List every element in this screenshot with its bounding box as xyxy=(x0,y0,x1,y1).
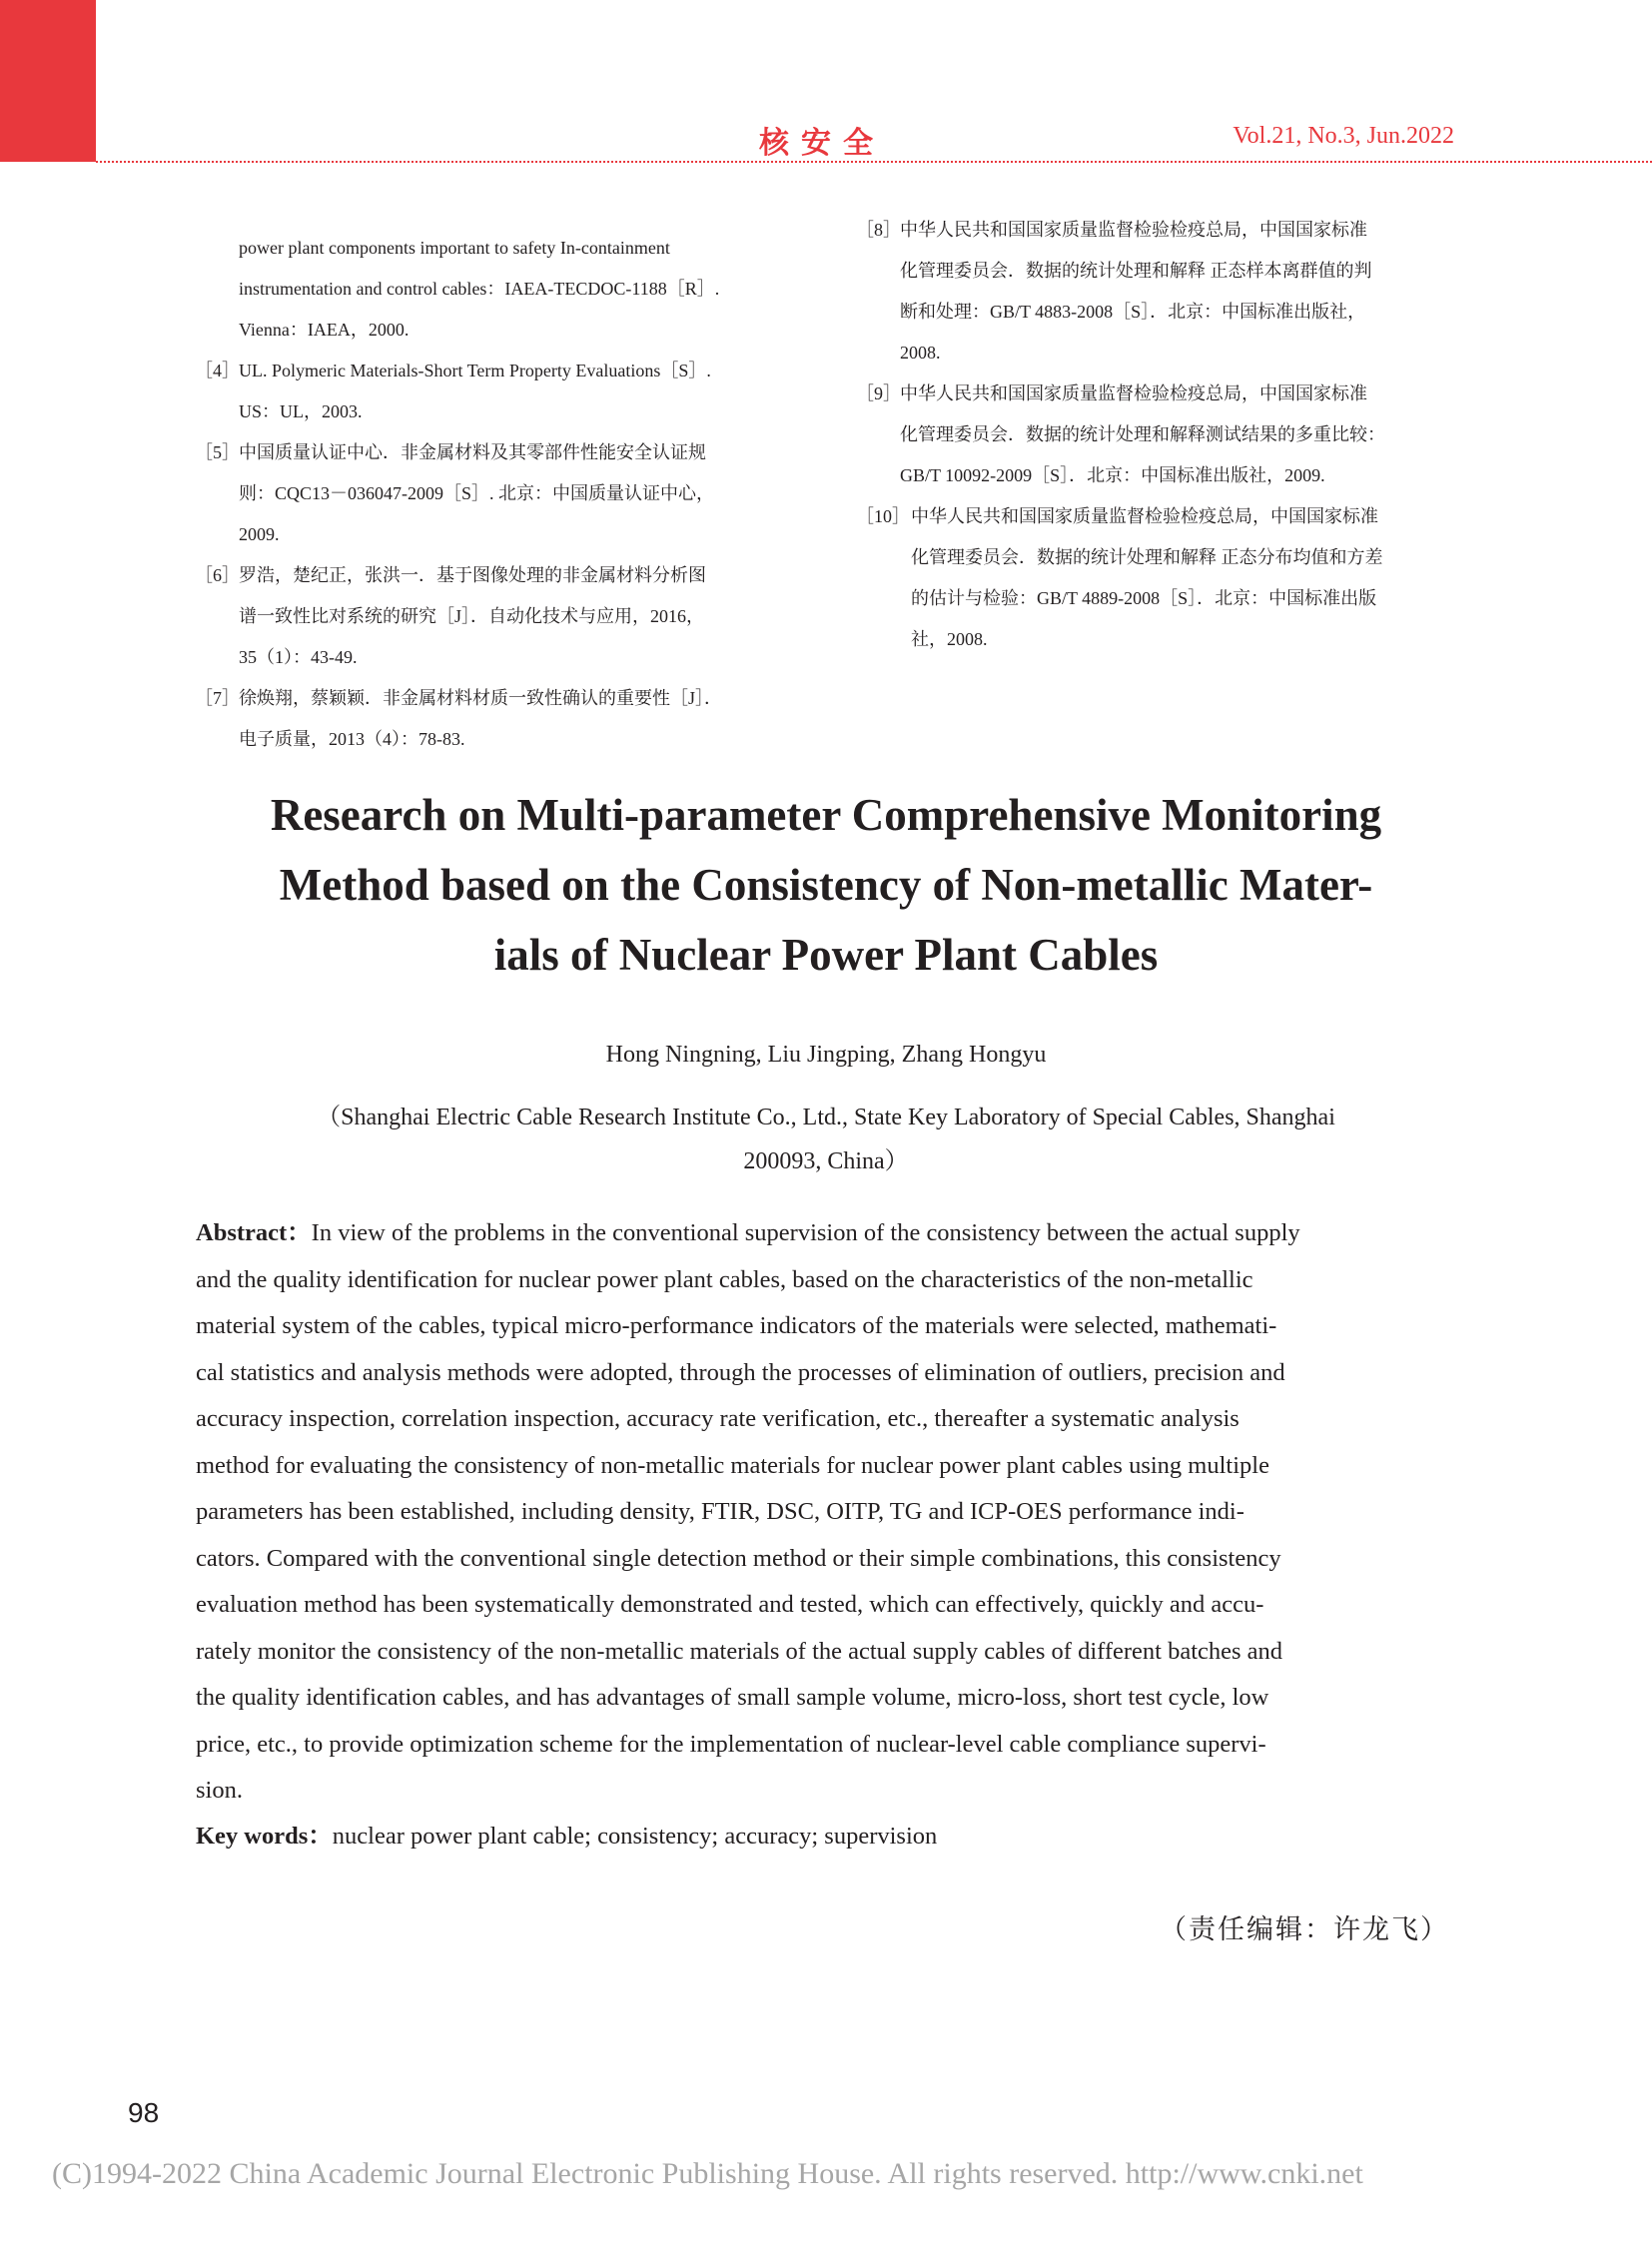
ref-line: 的估计与检验：GB/T 4889-2008［S］．北京：中国标准出版 xyxy=(911,588,1377,608)
abstract-line: parameters has been established, including density, FTIR, DSC, OITP, TG and ICP-OES performance indi- xyxy=(196,1498,1244,1525)
ref-line: Vienna：IAEA，2000. xyxy=(239,320,410,340)
ref-line: 2008. xyxy=(900,343,941,363)
affiliation xyxy=(200,1096,1452,1183)
reference-7 xyxy=(195,678,789,760)
title-line: Method based on the Consistency of Non-metallic Mater- xyxy=(279,860,1373,910)
ref-number: ［10］ xyxy=(856,506,910,526)
ref-number: ［7］ xyxy=(195,688,240,708)
ref-line: 则：CQC13－036047-2009［S］. 北京：中国质量认证中心， xyxy=(239,483,715,503)
keywords-label: Key words： xyxy=(196,1823,333,1850)
article-title xyxy=(180,780,1472,990)
title-line: ials of Nuclear Power Plant Cables xyxy=(493,930,1159,980)
abstract-label: Abstract： xyxy=(196,1219,312,1246)
abstract-line: cal statistics and analysis methods were adopted, through the processes of elimination of outliers, precision and xyxy=(196,1358,1285,1386)
journal-color-tab xyxy=(0,0,96,162)
ref-line: 中华人民共和国国家质量监督检验检疫总局，中国国家标准 xyxy=(900,220,1367,240)
ref-line: 2009. xyxy=(239,524,280,544)
references-left-column xyxy=(195,228,789,760)
ref-line: 化管理委员会．数据的统计处理和解释 正态分布均值和方差 xyxy=(911,547,1383,567)
reference-8 xyxy=(856,210,1458,374)
abstract-line: rately monitor the consistency of the non-metallic materials of the actual supply cables of different batches and xyxy=(196,1637,1283,1665)
authors: Hong Ningning, Liu Jingping, Zhang Hongyu xyxy=(605,1042,1047,1068)
ref-line: 谱一致性比对系统的研究［J］．自动化技术与应用，2016， xyxy=(239,606,705,626)
ref-line: 徐焕翔，蔡颖颖．非金属材料材质一致性确认的重要性［J］． xyxy=(239,688,723,708)
reference-4 xyxy=(195,351,789,432)
abstract xyxy=(196,1210,1456,1815)
journal-name: 核安全 xyxy=(759,127,885,160)
ref-number: ［9］ xyxy=(856,383,901,403)
ref-line: 中华人民共和国国家质量监督检验检疫总局，中国国家标准 xyxy=(900,383,1367,403)
abstract-text: In view of the problems in the conventional supervision of the consistency between the actual supply xyxy=(311,1219,1300,1246)
abstract-line: evaluation method has been systematically demonstrated and tested, which can effectively, quickly and accu- xyxy=(196,1591,1264,1618)
ref-line: 社，2008. xyxy=(911,629,988,649)
ref-line: 断和处理：GB/T 4883-2008［S］．北京：中国标准出版社， xyxy=(900,302,1366,322)
affiliation-line: （Shanghai Electric Cable Research Institute Co., Ltd., State Key Laboratory of Special Cables, Shanghai xyxy=(317,1105,1335,1130)
ref-line: 化管理委员会．数据的统计处理和解释测试结果的多重比较： xyxy=(900,424,1385,444)
abstract-line: the quality identification cables, and has advantages of small sample volume, micro-loss, short test cycle, low xyxy=(196,1684,1269,1711)
responsible-editor: （责任编辑：许龙飞） xyxy=(1160,1914,1449,1944)
reference-3-continued xyxy=(195,228,789,351)
ref-line: 中华人民共和国国家质量监督检验检疫总局，中国国家标准 xyxy=(911,506,1378,526)
ref-line: power plant components important to safety In-containment xyxy=(239,238,670,258)
ref-line: 罗浩，楚纪正，张洪一．基于图像处理的非金属材料分析图 xyxy=(239,565,706,585)
ref-line: 中国质量认证中心．非金属材料及其零部件性能安全认证规 xyxy=(239,442,706,462)
ref-line: instrumentation and control cables：IAEA-TECDOC-1188［R］. xyxy=(239,279,720,299)
ref-number: ［5］ xyxy=(195,442,240,462)
keywords-text: nuclear power plant cable; consistency; accuracy; supervision xyxy=(332,1823,938,1850)
ref-line: 化管理委员会．数据的统计处理和解释 正态样本离群值的判 xyxy=(900,261,1372,281)
page-number: 98 xyxy=(128,2097,160,2128)
volume-info: Vol.21, No.3, Jun.2022 xyxy=(1233,123,1454,149)
ref-number: ［4］ xyxy=(195,361,240,380)
ref-line: UL. Polymeric Materials-Short Term Property Evaluations［S］. xyxy=(239,361,711,380)
abstract-line: and the quality identification for nuclear power plant cables, based on the characteristics of the non-metallic xyxy=(196,1265,1253,1293)
ref-line: GB/T 10092-2009［S］．北京：中国标准出版社，2009. xyxy=(900,465,1325,485)
ref-number: ［6］ xyxy=(195,565,240,585)
ref-line: 电子质量，2013（4）：78-83. xyxy=(239,729,465,749)
ref-line: US：UL，2003. xyxy=(239,401,363,421)
copyright-footer: (C)1994-2022 China Academic Journal Electronic Publishing House. All rights reserved. http://www.cnki.net xyxy=(52,2157,1363,2190)
keywords xyxy=(196,1817,937,1852)
references-right-column xyxy=(856,220,1458,660)
abstract-line: price, etc., to provide optimization scheme for the implementation of nuclear-level cable compliance supervi- xyxy=(196,1730,1266,1758)
abstract-line xyxy=(196,1210,1456,1257)
affiliation-line: 200093, China） xyxy=(743,1148,909,1174)
reference-6 xyxy=(195,555,789,678)
abstract-line: material system of the cables, typical micro-performance indicators of the materials were selected, mathemati- xyxy=(196,1312,1277,1339)
title-line: Research on Multi-parameter Comprehensive Monitoring xyxy=(270,790,1382,840)
abstract-line: cators. Compared with the conventional single detection method or their simple combinations, this consistency xyxy=(196,1544,1281,1572)
reference-9 xyxy=(856,374,1458,496)
abstract-line: sion. xyxy=(196,1777,243,1804)
ref-line: 35（1）：43-49. xyxy=(239,647,358,667)
reference-10 xyxy=(856,496,1458,660)
ref-number: ［8］ xyxy=(856,220,901,240)
abstract-line: method for evaluating the consistency of non-metallic materials for nuclear power plant cables using multiple xyxy=(196,1451,1269,1479)
reference-5 xyxy=(195,432,789,555)
abstract-line: accuracy inspection, correlation inspection, accuracy rate verification, etc., thereafter a systematic analysis xyxy=(196,1405,1239,1432)
